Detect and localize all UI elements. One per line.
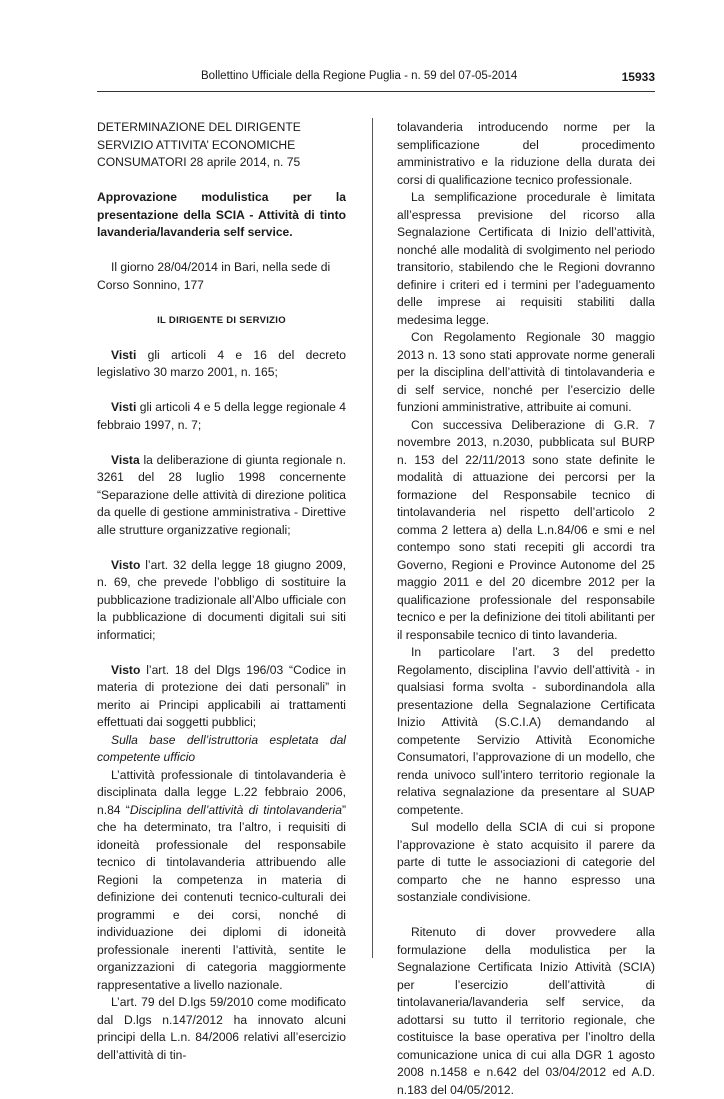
right-column — [397, 119, 655, 1099]
keyword: Visti — [111, 400, 137, 414]
body-paragraph-3: La semplificazione procedurale è limitata all’espressa previsione del ricorso alla Segnalazione Certificata di Inizio dell’attività, nonché alle modalità di svolgimento nel periodo transitorio, stabilendo che le Regioni dovranno definire i criteri ed i termini per l’adeguamento delle imprese ai requisiti stabiliti dalla medesima legge. — [397, 190, 655, 327]
body-paragraph-1 — [97, 767, 346, 995]
determination-title: DETERMINAZIONE DEL DIRIGENTE SERVIZIO ATTIVITA’ ECONOMICHE CONSUMATORI 28 aprile 2014, n. 75 — [97, 120, 301, 169]
paragraph-text: l’art. 18 del Dlgs 196/03 “Codice in materia di protezione dei dati personali” in merito ai Principi applicabili ai trattamenti effettuati dai soggetti pubblici; — [97, 662, 346, 729]
paragraph-text: ” che ha determinato, tra l’altro, i requisiti di idoneità professionale del responsabile tecnico di tintolavanderia attribuendo alle Regioni la competenza in materia di definizione dei contenuti tecnico-culturali dei programmi e dei corsi, nonché di individuazione dei diplomi di idoneità professionale inerenti l’attività, sentite le organizzazioni di categoria maggiormente rappresentative a livello nazionale. — [97, 802, 346, 992]
page-header — [97, 70, 655, 90]
column-divider — [372, 118, 373, 958]
bulletin-title: Bollettino Ufficiale della Regione Puglia - n. 59 del 07-05-2014 — [201, 70, 518, 82]
ritenuto-paragraph: Ritenuto di dover provvedere alla formulazione della modulistica per la Segnalazione Certificata Inizio Attività (SCIA) per l’esercizio dell’attività di tintolavaneria/lavanderia self service, da adottarsi su tutto il territorio regionale, che costituisce la base operativa per l’inoltro della comunicazione unica di cui alla DGR 1 agosto 2008 n.1458 e n.642 del 03/04/2012 ed A.D. n.183 del 04/05/2012. — [397, 925, 655, 1097]
keyword: Visto — [111, 662, 141, 677]
body-paragraph-5: Con successiva Deliberazione di G.R. 7 novembre 2013, n.2030, pubblicata sul BURP n. 153 del 22/11/2013 sono state definite le modalità di attuazione dei percorsi per la formazione del Responsabile tecnico di tintolavanderia nel rispetto dell’articolo 2 comma 2 lettera a) della L.n.84/06 e smi e nel contempo sono stati recepiti gli accordi tra Governo, Regioni e Province Autonome del 25 maggio 2011 e del 20 dicembre 2012 per la qualificazione professionale del responsabile tecnico e per la definizione dei titoli abilitanti per il responsabile tecnico di tinto lavanderia. — [397, 417, 655, 642]
vista-paragraph — [97, 452, 346, 540]
left-column — [97, 119, 346, 1064]
body-paragraph-7: Sul modello della SCIA di cui si propone l’approvazione è stato acquisito il parere da parte di tutte le associazioni di categorie del comparto che ne hanno espresso una sostanziale condivisione. — [397, 820, 655, 904]
paragraph-text: l’art. 32 della legge 18 giugno 2009, n. 69, che prevede l’obbligo di sostituire la pubblicazione tradizionale all’Albo ufficiale con la pubblicazione di documenti digitali sui siti informatici; — [97, 557, 346, 642]
visto-paragraph-1 — [97, 557, 346, 645]
visto-paragraph-2 — [97, 662, 346, 732]
body-paragraph-6: In particolare l’art. 3 del predetto Regolamento, disciplina l’avvio dell’attività - in qualsiasi forma svolta - subordinandola alla presentazione della Segnalazione Certificata Inizio Attività (S.C.I.A) demandando al competente Servizio Attività Economiche Consumatori, l’approvazione di un modello, che renda univoco sull’intero territorio regionale la relativa segnalazione da presentare al SUAP competente. — [397, 645, 655, 817]
intro-paragraph: Il giorno 28/04/2014 in Bari, nella sede di Corso Sonnino, 177 — [97, 260, 331, 292]
section-heading: IL DIRIGENTE DI SERVIZIO — [157, 314, 286, 326]
paragraph-text: L’attività professionale di tintolavanderia è disciplinata dalla legge L.22 febbraio 2006, n.84 “ — [97, 767, 346, 817]
paragraph-text: gli articoli 4 e 16 del decreto legislativo 30 marzo 2001, n. 165; — [97, 347, 346, 379]
keyword: Visto — [111, 557, 141, 572]
paragraph-text: la deliberazione di giunta regionale n. 3261 del 28 luglio 1998 concernente “Separazione delle attività di direzione politica da quelle di gestione amministrativa - Direttive alle strutture organizzative regionali; — [97, 452, 346, 537]
keyword: Visti — [111, 347, 137, 362]
visti-paragraph-2 — [97, 399, 346, 434]
header-rule — [97, 91, 655, 92]
determination-subject: Approvazione modulistica per la presentazione della SCIA - Attività di tinto lavanderia/lavanderia self service. — [97, 190, 346, 239]
visti-paragraph-1 — [97, 347, 346, 382]
paragraph-text: gli articoli 4 e 5 della legge regionale 4 febbraio 1997, n. 7; — [97, 400, 346, 432]
body-paragraph-4: Con Regolamento Regionale 30 maggio 2013 n. 13 sono stati approvate norme generali per la disciplina dell’attività di tintolavanderia e di self service, nonché per l’esercizio delle funzioni amministrative, attribuite ai comuni. — [397, 330, 655, 414]
law-title: Disciplina dell’attività di tintolavanderia — [129, 802, 342, 817]
sulla-base-paragraph: Sulla base dell’istruttoria espletata dal competente ufficio — [97, 732, 346, 764]
continuation-paragraph: tolavanderia introducendo norme per la semplificazione del procedimento amministrativo e la riduzione della durata dei corsi di qualificazione tecnico professionale. — [397, 120, 655, 187]
keyword: Vista — [111, 452, 140, 467]
page-number: 15933 — [621, 70, 655, 84]
body-paragraph-2: L’art. 79 del D.lgs 59/2010 come modificato dal D.lgs n.147/2012 ha innovato alcuni principi della L.n. 84/2006 relativi all’esercizio dell’attività di tin- — [97, 995, 346, 1062]
